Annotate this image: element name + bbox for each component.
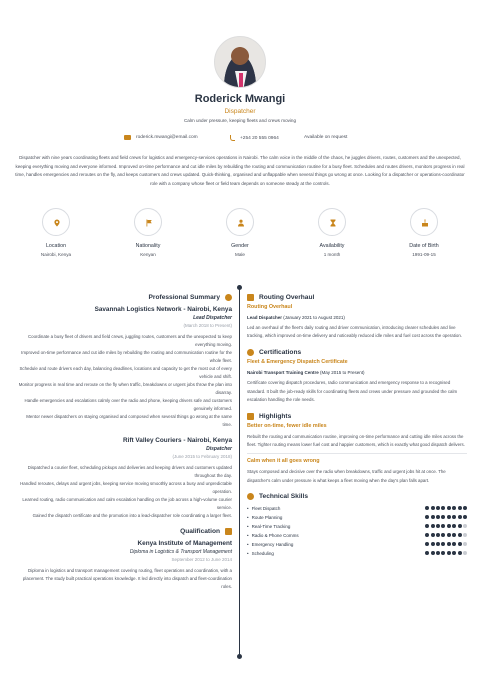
project-meta: Lead Dispatcher (January 2021 to August 2021) (247, 315, 345, 320)
skill-name: • Radio & Phone Comms (247, 533, 299, 538)
rating-dot (441, 551, 445, 555)
rating-dot (463, 506, 467, 510)
tagline: Calm under pressure, keeping fleets and crews moving (183, 118, 297, 123)
list-item: Learned routing, radio communication and calm escalation handling on the job across a high-volume courier service. (22, 497, 232, 510)
highlight-text: Stays composed and decisive over the radio when breakdowns, traffic and urgent jobs hit at once. The dispatcher's calm under pressure is what keeps a fleet moving when the day's plan falls apart. (247, 469, 446, 483)
project-text: Led an overhaul of the fleet's daily routing and driver communication, introducing clearer schedules and live tracking, which improved on-time delivery and noticeably reduced idle miles and fuel cost across the operation. (247, 325, 463, 339)
rating-dot (431, 551, 435, 555)
rating-dot (425, 506, 429, 510)
list-item: Dispatched a courier fleet, scheduling pickups and deliveries and keeping drivers and customers updated throughout the day. (27, 465, 232, 478)
rating-dot (425, 542, 429, 546)
contact-phone[interactable]: +254 20 555 0964 (230, 135, 279, 141)
rating-dot (452, 506, 456, 510)
rating-dot (436, 515, 440, 519)
certification-meta: Nairobi Transport Training Centre (May 2015 to Present) (247, 370, 365, 376)
award-icon (247, 493, 254, 500)
rating-dot (447, 524, 451, 528)
school-name: Kenya Institute of Management (137, 540, 232, 547)
job-title: Dispatcher (224, 108, 256, 115)
rating-dot (431, 542, 435, 546)
professional-summary-heading: Professional Summary (12, 294, 232, 301)
flag-icon (145, 219, 153, 227)
rating-dot (463, 515, 467, 519)
rating-dot (452, 542, 456, 546)
skill-rating (425, 506, 467, 510)
highlight-title: Better on-time, fewer idle miles (247, 423, 327, 430)
list-item: Gained the dispatch certificate and the promotion into a lead-dispatcher role coordinating a larger fleet. (32, 513, 232, 518)
rating-dot (458, 515, 462, 519)
rating-dot (458, 506, 462, 510)
cake-icon (421, 219, 429, 227)
skill-row (247, 531, 467, 540)
person-icon (237, 219, 245, 227)
graduation-cap-icon (225, 528, 232, 535)
rating-dot (436, 533, 440, 537)
skill-name: • Emergency Handling (247, 542, 293, 547)
personal-info-row (0, 208, 480, 268)
rating-dot (447, 533, 451, 537)
rating-dot (441, 542, 445, 546)
skill-row (247, 513, 467, 522)
highlight-title: Calm when it all goes wrong (247, 458, 320, 465)
rating-dot (436, 551, 440, 555)
certification-title: Fleet & Emergency Dispatch Certificate (247, 359, 348, 366)
rating-dot (447, 506, 451, 510)
rating-dot (441, 524, 445, 528)
location-pin-icon (53, 219, 61, 227)
qualification-dates: September 2012 to June 2014 (171, 557, 232, 562)
rating-dot (436, 542, 440, 546)
rating-dot (441, 506, 445, 510)
highlights-heading: Highlights (247, 413, 467, 420)
rating-dot (452, 533, 456, 537)
briefcase-icon (247, 294, 254, 301)
qualification-heading: Qualification (12, 528, 232, 535)
rating-dot (431, 506, 435, 510)
rating-dot (436, 506, 440, 510)
rating-dot (425, 515, 429, 519)
project-heading: Routing Overhaul (247, 294, 467, 301)
info-nationality: Nationality Kenyan (113, 208, 183, 257)
skill-rating (425, 515, 467, 519)
candidate-name: Roderick Mwangi (194, 93, 286, 105)
rating-dot (431, 524, 435, 528)
rating-dot (458, 551, 462, 555)
list-item: Improved on-time performance and cut idle miles by rebuilding the routing and communication routine for the whole fleet. (21, 350, 232, 363)
rating-dot (441, 515, 445, 519)
rating-dot (458, 524, 462, 528)
rating-dot (425, 551, 429, 555)
skill-row (247, 549, 467, 558)
list-item: Handle emergencies and escalations calmly over the radio and phone, keeping drivers safe and customers genuinely informed. (24, 398, 232, 411)
technical-skills-heading: Technical Skills (247, 493, 467, 500)
contact-availability: Available on request (304, 135, 348, 140)
rating-dot (431, 533, 435, 537)
skill-name: • Route Planning (247, 515, 282, 520)
list-item: Coordinate a busy fleet of drivers and field crews, juggling routes, customers and the unexpected to keep everything moving. (27, 334, 232, 347)
rating-dot (463, 542, 467, 546)
program-name: Diploma in Logistics & Transport Management (129, 549, 232, 555)
skill-rating (425, 533, 467, 537)
divider (247, 453, 467, 454)
skill-row (247, 540, 467, 549)
rating-dot (463, 551, 467, 555)
skill-name: • Scheduling (247, 551, 274, 556)
list-item: Monitor progress in real time and reroute on the fly when traffic, breakdowns or urgent jobs throw the plan into disarray. (18, 382, 232, 395)
skill-row (247, 522, 467, 531)
contact-email[interactable]: roderick.mwangi@email.com (124, 135, 198, 140)
list-item: Handled reroutes, delays and urgent jobs, keeping service moving smoothly across a busy and unpredictable operation. (20, 481, 232, 494)
info-birthdate: Date of Birth 1991-09-15 (389, 208, 459, 257)
rating-dot (447, 542, 451, 546)
rating-dot (452, 515, 456, 519)
rating-dot (431, 515, 435, 519)
rating-dot (436, 524, 440, 528)
certification-text: Certificate covering dispatch procedures, radio communication and emergency response to a recognised standard. It built the job-ready skills for coordinating fleets and crews under pressure and grounded the calm escalation handling the role needs. (247, 380, 458, 402)
hourglass-icon (329, 219, 337, 227)
project-subtitle: Routing Overhaul (247, 304, 293, 310)
rating-dot (463, 524, 467, 528)
skill-rating (425, 524, 467, 528)
rating-dot (452, 551, 456, 555)
skills-list (247, 504, 467, 558)
certificate-icon (247, 349, 254, 356)
timeline-dot-bottom (237, 654, 242, 659)
rating-dot (463, 533, 467, 537)
rating-dot (452, 524, 456, 528)
phone-icon (230, 135, 235, 141)
skill-name: • Real-Time Tracking (247, 524, 290, 529)
rating-dot (441, 533, 445, 537)
left-column (12, 294, 232, 591)
info-location: Location Nairobi, Kenya (21, 208, 91, 257)
highlight-text: Rebuilt the routing and communication routine, improving on-time performance and cutting idle miles across the fleet. Tighter routing means lower fuel cost and happier customers, which is exactly what good dispatch delivers. (247, 434, 465, 448)
job-entry: Rift Valley Couriers - Nairobi, Kenya Dispatcher (June 2015 to February 2018) Dispatched a courier fleet, scheduling pickups and deliveries and keeping drivers and customers updated throughout the day. Handled reroutes, delays and urgent jobs, keeping service moving smoothly across a busy and unpredictable operation. Learned routing, radio communication and calm escalation handling on the job across a high-volume courier service. Gained the dispatch certificate and the promotion into a lead-dispatcher role coordinating a larger fleet. (12, 437, 232, 520)
list-item: Schedule and route drivers each day, balancing deadlines, locations and capacity to get the most out of every vehicle and shift. (19, 366, 232, 379)
timeline-line (239, 288, 240, 656)
rating-dot (425, 533, 429, 537)
qualification-text: Diploma in logistics and transport management covering routing, fleet operations and coordination, with a placement. The study built practical operations knowledge. It led directly into dispatch and fleet-coordination roles. (22, 568, 232, 589)
skill-rating (425, 551, 467, 555)
certifications-heading: Certifications (247, 349, 467, 356)
skill-rating (425, 542, 467, 546)
job-entry: Savannah Logistics Network - Nairobi, Kenya Lead Dispatcher (March 2018 to Present) Coordinate a busy fleet of drivers and field crews, juggling routes, customers and the unexpected to keep everything moving. Improved on-time performance and cut idle miles by rebuilding the routing and communication routine for the whole fleet. Schedule and route drivers each day, balancing deadlines, locations and capacity to get the most out of every vehicle and shift. Monitor progress in real time and reroute on the fly when traffic, breakdowns or urgent jobs throw the plan into disarray. Handle emergencies and escalations calmly over the radio and phone, keeping drivers safe and customers genuinely informed. Mentor newer dispatchers on staying organised and composed when several things go wrong at the same time. (12, 306, 232, 429)
skill-row (247, 504, 467, 513)
skill-name: • Fleet Dispatch (247, 506, 280, 511)
rating-dot (447, 515, 451, 519)
summary-text: Dispatcher with nine years coordinating fleets and field crews for logistics and emergency-services operations in Nairobi. The calm voice in the middle of the chaos, he juggles drivers, routes, customers and the unexpected, keeping everything moving and everyone informed. Improved on-time performance and cut idle miles by rebuilding the routing and communication routine for a busy fleet. Schedules and routes drivers, monitors progress in real time, handles emergencies and reroutes on the fly, and keeps customers and crews updated. Quick-thinking, organised and unflappable when several things go wrong at once. Looking for a dispatcher or operations-coordinator role with a company whose fleet or field team depends on someone steady at the controls. (15, 155, 465, 186)
star-icon (247, 413, 254, 420)
list-item: Mentor newer dispatchers on staying organised and composed when several things go wrong at the same time. (26, 414, 232, 427)
info-gender: Gender Male (205, 208, 275, 257)
rating-dot (458, 542, 462, 546)
info-availability: Availability 1 month (297, 208, 367, 257)
right-column (247, 294, 467, 558)
badge-icon (225, 294, 232, 301)
rating-dot (458, 533, 462, 537)
rating-dot (447, 551, 451, 555)
timeline-dot-top (237, 285, 242, 290)
contact-bar (0, 135, 480, 143)
avatar (214, 36, 266, 88)
rating-dot (425, 524, 429, 528)
mail-icon (124, 135, 131, 140)
